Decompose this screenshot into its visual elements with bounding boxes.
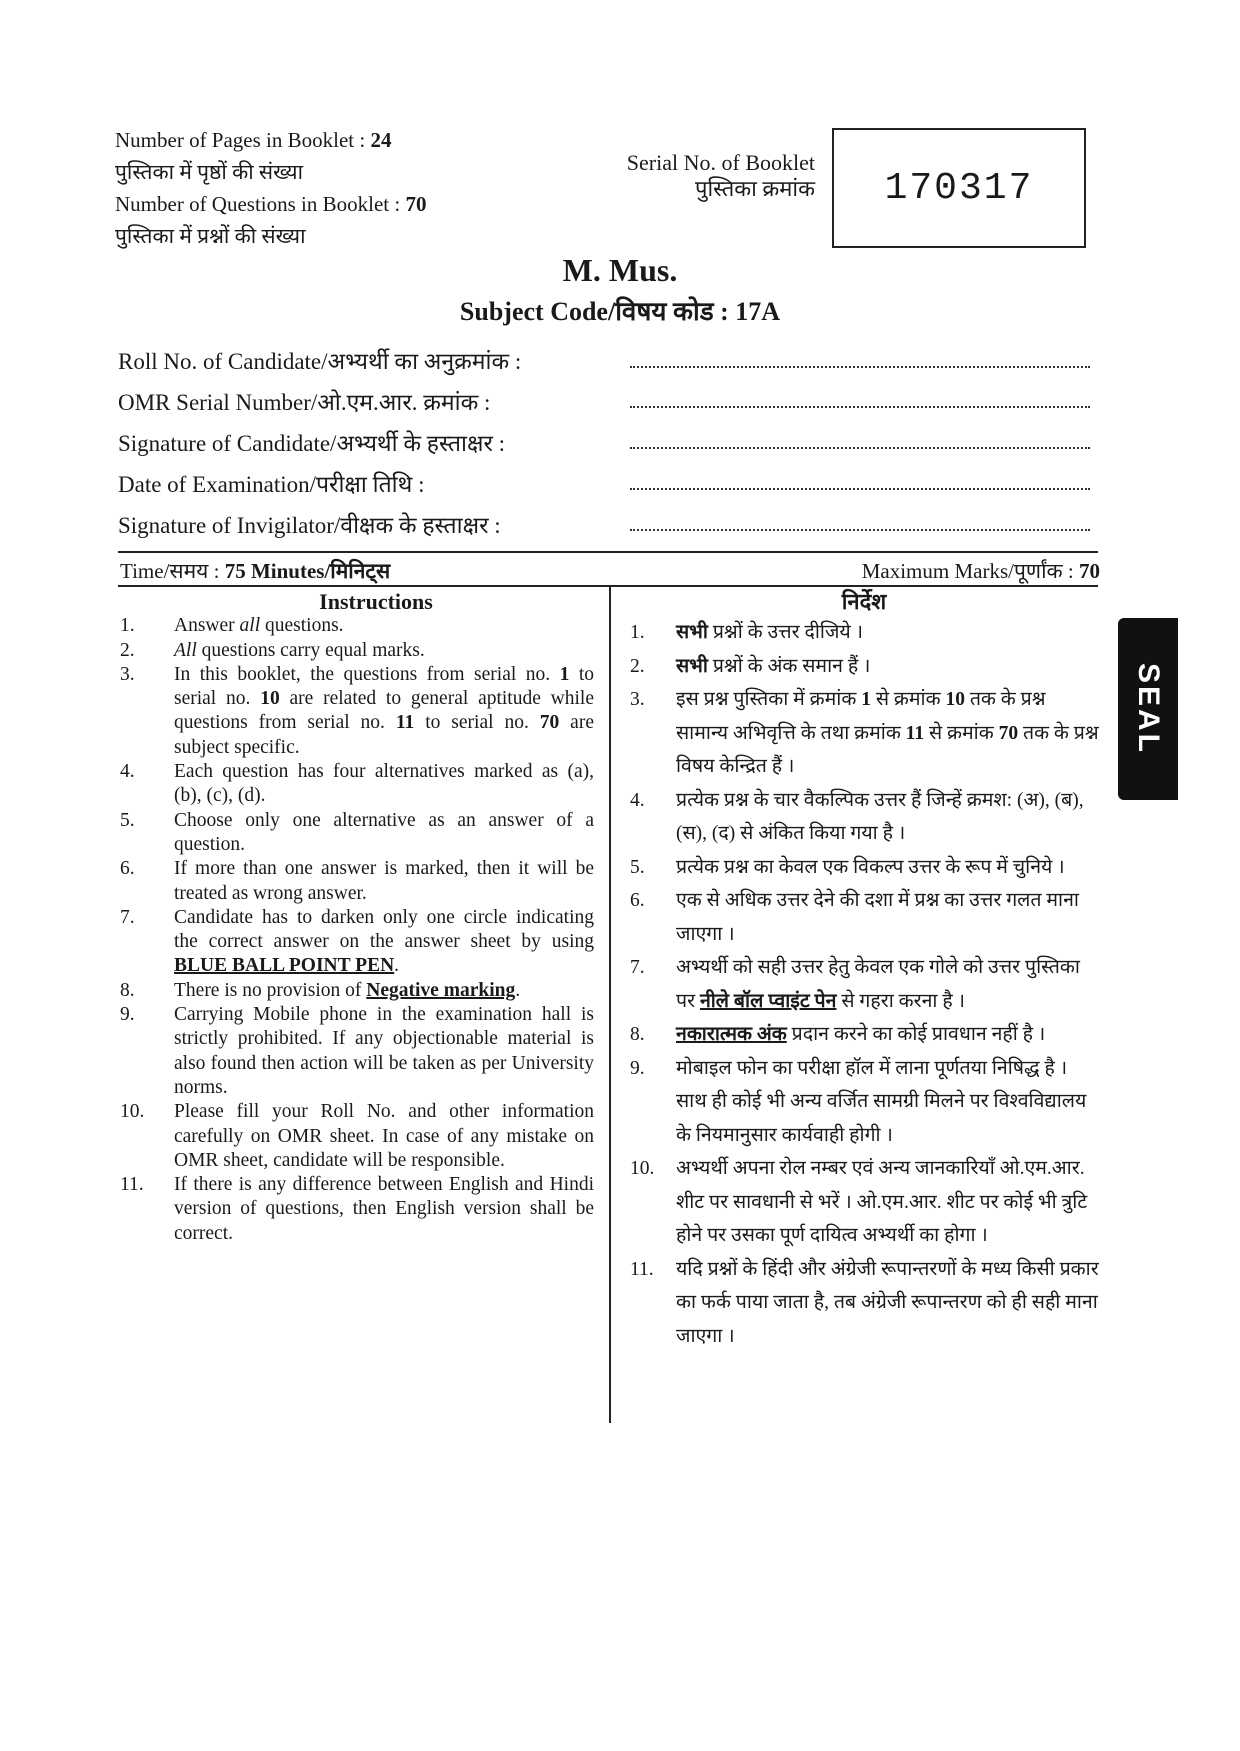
divider-top bbox=[118, 551, 1098, 553]
instruction-hi-item: 4. प्रत्येक प्रश्न के चार वैकल्पिक उत्तर हैं जिन्हें क्रमश: (अ), (ब), (स), (द) से अंकित किया गया है । bbox=[630, 789, 1084, 844]
instruction-item: 5. Choose only one alternative as an answer of a question. bbox=[120, 809, 594, 855]
candidate-signature-line[interactable] bbox=[630, 447, 1090, 449]
maximum-marks bbox=[862, 557, 1100, 585]
time-value: 75 Minutes/मिनिट्स bbox=[224, 559, 391, 583]
divider-bottom bbox=[118, 585, 1098, 587]
serial-label-hi: पुस्तिका क्रमांक bbox=[694, 176, 815, 201]
subject-code-value: 17A bbox=[735, 297, 781, 326]
marks-label: Maximum Marks/पूर्णांक : bbox=[861, 559, 1074, 583]
serial-number-box bbox=[832, 128, 1086, 248]
pages-count-en bbox=[115, 126, 391, 155]
subject-code-label: Subject Code/विषय कोड : bbox=[459, 297, 729, 326]
instructions-hi bbox=[628, 588, 1100, 1353]
pages-label: Number of Pages in Booklet : bbox=[115, 128, 366, 152]
instruction-hi-item: 6. एक से अधिक उत्तर देने की दशा में प्रश्न का उत्तर गलत माना जाएगा । bbox=[630, 890, 1079, 945]
subject-code bbox=[360, 292, 880, 328]
instructions-title: Instructions bbox=[319, 589, 433, 614]
serial-label-en: Serial No. of Booklet bbox=[626, 150, 815, 175]
marks-value: 70 bbox=[1079, 559, 1100, 583]
instruction-hi-item: 7. अभ्यर्थी को सही उत्तर हेतु केवल एक गोले को उत्तर पुस्तिका पर नीले बॉल प्वाइंट पेन से गहरा करना है । bbox=[630, 957, 1080, 1012]
time-label: Time/समय : bbox=[120, 559, 220, 583]
pages-label-hi: पुस्तिका में पृष्ठों की संख्या bbox=[115, 160, 304, 184]
instructions-hi-title: निर्देश bbox=[841, 589, 887, 614]
instruction-item: 7. Candidate has to darken only one circle indicating the correct answer on the answer sheet by using BLUE BALL POINT PEN. bbox=[120, 906, 594, 977]
roll-no-input-line[interactable] bbox=[630, 366, 1090, 368]
instruction-hi-item: 5. प्रत्येक प्रश्न का केवल एक विकल्प उत्तर के रूप में चुनिये । bbox=[630, 856, 1065, 878]
instruction-item: 11. If there is any difference between English and Hindi version of questions, then English version shall be correct. bbox=[120, 1174, 594, 1244]
column-divider bbox=[609, 585, 611, 1423]
instruction-item: 9. Carrying Mobile phone in the examination hall is strictly prohibited. If any objectionable material is also found then action will be taken as per University norms. bbox=[120, 1004, 594, 1098]
instruction-item: 6. If more than one answer is marked, then it will be treated as wrong answer. bbox=[120, 858, 594, 904]
instruction-hi-item: 11. यदि प्रश्नों के हिंदी और अंग्रेजी रूपान्तरणों के मध्य किसी प्रकार का फर्क पाया जाता है, तब अंग्रेजी रूपान्तरण को ही सही माना जाएगा । bbox=[630, 1258, 1099, 1347]
serial-label bbox=[627, 150, 815, 202]
instruction-hi-item: 9. मोबाइल फोन का परीक्षा हॉल में लाना पूर्णतया निषिद्ध है । साथ ही कोई भी अन्य वर्जित सामग्री मिलने पर विश्वविद्यालय के नियमानुसार कार्यवाही होगी । bbox=[630, 1057, 1087, 1146]
questions-count-en bbox=[115, 190, 426, 219]
seal-tab bbox=[1118, 618, 1178, 800]
instruction-hi-item: 2. सभी प्रश्नों के अंक समान हैं । bbox=[630, 655, 871, 677]
questions-value: 70 bbox=[405, 192, 427, 216]
instruction-hi-item: 10. अभ्यर्थी अपना रोल नम्बर एवं अन्य जानकारियाँ ओ.एम.आर. शीट पर सावधानी से भरें । ओ.एम.आर. शीट पर कोई भी त्रुटि होने पर उसका पूर्ण दायित्व अभ्यर्थी का होगा । bbox=[630, 1158, 1088, 1246]
exam-date-input-line[interactable] bbox=[630, 488, 1090, 490]
instructions-en bbox=[118, 590, 594, 1246]
instruction-hi-item: 3. इस प्रश्न पुस्तिका में क्रमांक 1 से क्रमांक 10 तक के प्रश्न सामान्य अभिवृत्ति के तथा क्रमांक 11 से क्रमांक 70 तक के प्रश्न विषय केन्द्रित हैं । bbox=[630, 689, 1099, 777]
instruction-hi-item: 8. नकारात्मक अंक प्रदान करने का कोई प्रावधान नहीं है । bbox=[630, 1024, 1046, 1045]
instruction-item: 1. Answer all questions. bbox=[120, 615, 344, 637]
omr-serial-input-line[interactable] bbox=[630, 406, 1090, 408]
invigilator-signature-label: Signature of Invigilator/वीक्षक के हस्ताक्षर : bbox=[118, 513, 501, 538]
invigilator-signature-line[interactable] bbox=[630, 529, 1090, 531]
omr-serial-label: OMR Serial Number/ओ.एम.आर. क्रमांक : bbox=[118, 390, 491, 415]
instruction-item: 2. All questions carry equal marks. bbox=[120, 639, 425, 661]
seal-label: SEAL bbox=[1132, 662, 1166, 756]
time-allowed bbox=[120, 557, 390, 585]
roll-no-label: Roll No. of Candidate/अभ्यर्थी का अनुक्रमांक : bbox=[118, 349, 522, 374]
instruction-item: 3. In this booklet, the questions from serial no. 1 to serial no. 10 are related to general aptitude while questions from serial no. 11 to serial no. 70 are subject specific. bbox=[120, 663, 595, 758]
questions-label: Number of Questions in Booklet : bbox=[115, 192, 401, 216]
exam-date-label: Date of Examination/परीक्षा तिथि : bbox=[118, 472, 425, 497]
pages-value: 24 bbox=[370, 128, 392, 152]
questions-label-hi: पुस्तिका में प्रश्नों की संख्या bbox=[115, 224, 306, 248]
instruction-item: 10. Please fill your Roll No. and other information carefully on OMR sheet. In case of any mistake on OMR sheet, candidate will be responsible. bbox=[120, 1101, 594, 1171]
course-title: M. Mus. bbox=[562, 252, 678, 288]
candidate-signature-label: Signature of Candidate/अभ्यर्थी के हस्ताक्षर : bbox=[118, 431, 506, 456]
instruction-item: 4. Each question has four alternatives marked as (a), (b), (c), (d). bbox=[120, 761, 594, 807]
serial-number: 170317 bbox=[884, 166, 1034, 210]
instruction-hi-item: 1. सभी प्रश्नों के उत्तर दीजिये । bbox=[630, 622, 863, 643]
instruction-item: 8. There is no provision of Negative marking. bbox=[120, 979, 521, 1001]
